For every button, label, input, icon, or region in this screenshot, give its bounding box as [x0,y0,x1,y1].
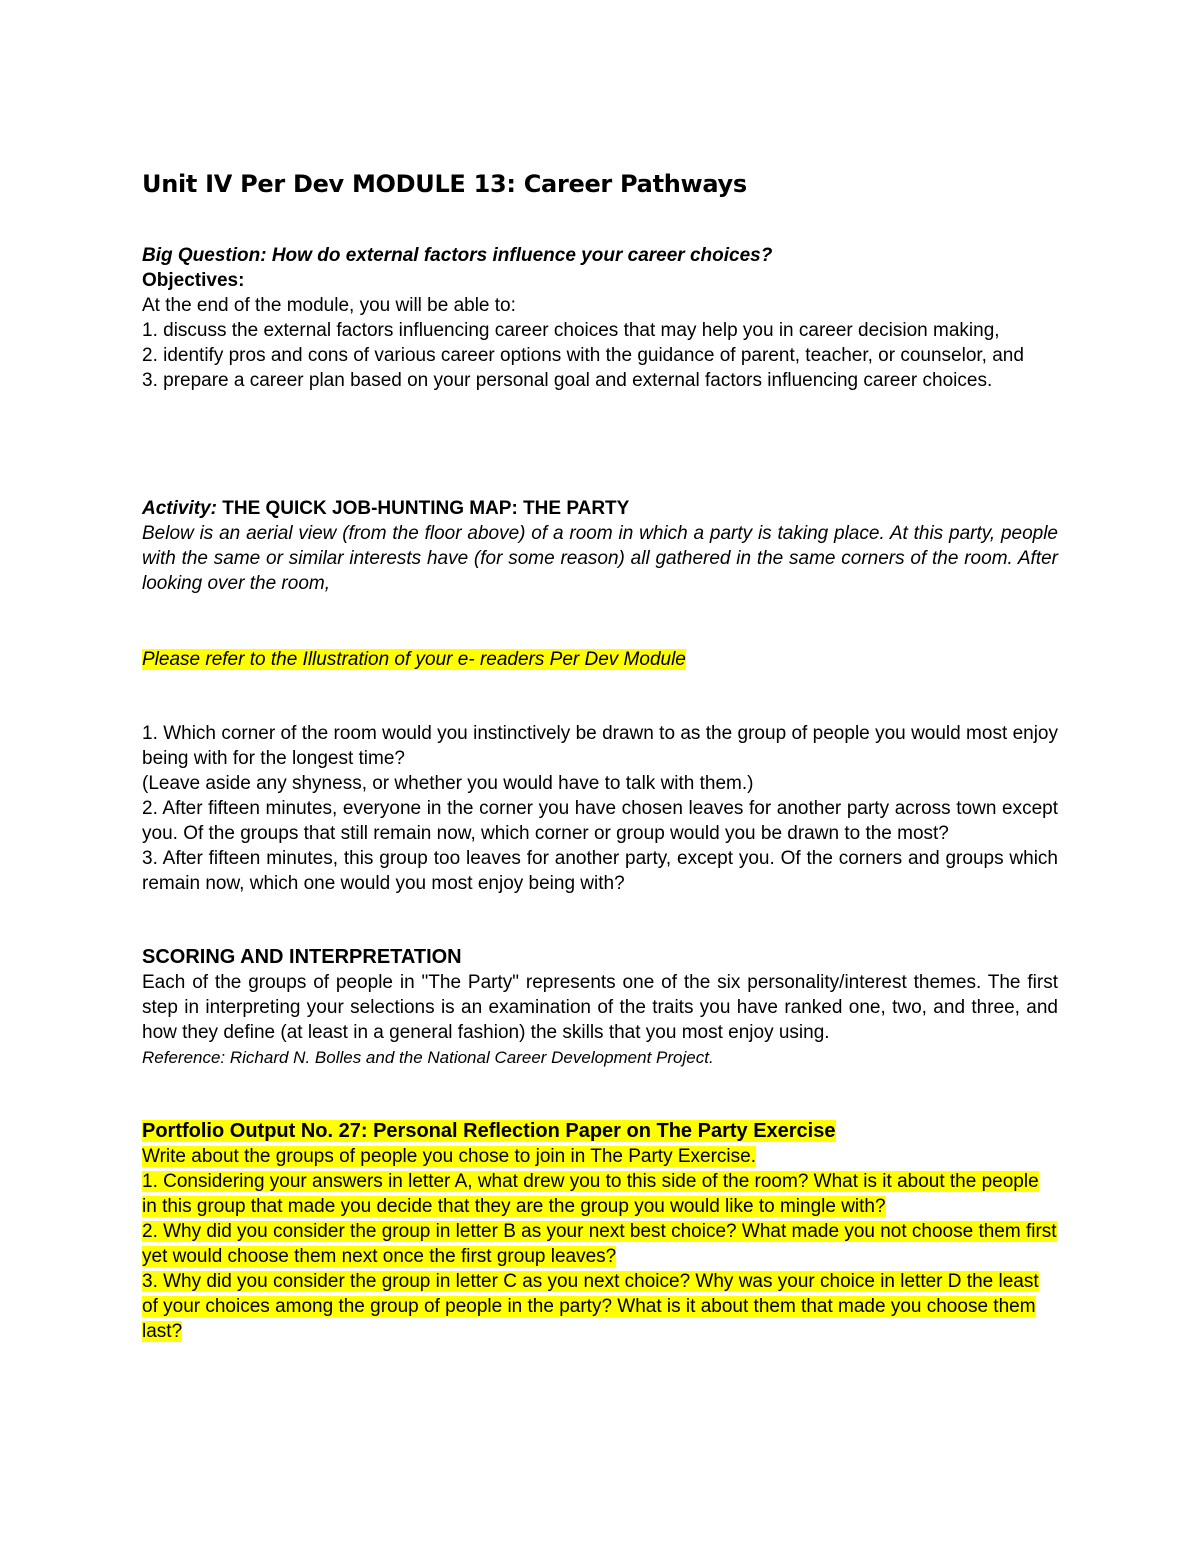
illustration-note [142,647,1058,672]
portfolio-heading-line [142,1119,1058,1144]
questions-section [142,721,1058,896]
question-item: (Leave aside any shyness, or whether you would have to talk with them.) [142,773,754,794]
big-question: Big Question: How do external factors influence your career choices? [142,245,773,266]
scoring-text: Each of the groups of people in "The Party" represents one of the six personality/interest themes. The first step in interpreting your selections is an examination of the traits you have ranked one, two, and three, and how they define (at least in a general fashion) the skills that you most enjoy using. [142,972,1058,1043]
illustration-note-text: Please refer to the Illustration of your e- readers Per Dev Module [142,649,686,670]
objectives-section [142,243,1058,393]
objective-item: 2. identify pros and cons of various career options with the guidance of parent, teacher, or counselor, and [142,345,1024,366]
portfolio-item: 3. Why did you consider the group in letter C as you next choice? Why was your choice in letter D the least of your choices among the group of people in the party? What is it about them that made you choose them last? [142,1271,1039,1342]
scoring-section [142,945,1058,1070]
scoring-reference: Reference: Richard N. Bolles and the National Career Development Project. [142,1048,714,1067]
portfolio-item: 2. Why did you consider the group in letter B as your next best choice? What made you not choose them first yet would choose them next once the first group leaves? [142,1221,1057,1267]
portfolio-heading: Portfolio Output No. 27: Personal Reflection Paper on The Party Exercise [142,1120,836,1142]
portfolio-item: 1. Considering your answers in letter A, what drew you to this side of the room? What is it about the people in this group that made you decide that they are the group you would like to mingle with? [142,1171,1039,1217]
question-item: 3. After fifteen minutes, this group too leaves for another party, except you. Of the corners and groups which remain now, which one would you most enjoy being with? [142,848,1058,894]
portfolio-item-line [142,1219,1058,1269]
objectives-intro: At the end of the module, you will be able to: [142,295,516,316]
activity-description: Below is an aerial view (from the floor above) of a room in which a party is taking place. At this party, people with the same or similar interests have (for some reason) all gathered in the same corners of the room. After looking over the room, [142,523,1058,594]
objective-item: 3. prepare a career plan based on your personal goal and external factors influencing career choices. [142,370,993,391]
portfolio-intro-line [142,1144,1058,1169]
portfolio-intro: Write about the groups of people you chose to join in The Party Exercise. [142,1146,756,1167]
objective-item: 1. discuss the external factors influencing career choices that may help you in career decision making, [142,320,1000,341]
portfolio-section [142,1119,1058,1344]
activity-section [142,496,1058,596]
portfolio-item-line [142,1169,1058,1219]
activity-heading [142,496,1058,521]
scoring-heading: SCORING AND INTERPRETATION [142,946,462,968]
activity-label: Activity: [142,498,217,519]
portfolio-item-line [142,1269,1058,1344]
objectives-heading: Objectives: [142,270,245,291]
question-item: 1. Which corner of the room would you instinctively be drawn to as the group of people you would most enjoy being with for the longest time? [142,723,1058,769]
question-item: 2. After fifteen minutes, everyone in the corner you have chosen leaves for another party across town except you. Of the groups that still remain now, which corner or group would you be drawn to the most? [142,798,1058,844]
activity-title: THE QUICK JOB-HUNTING MAP: THE PARTY [216,498,630,519]
page-title: Unit IV Per Dev MODULE 13: Career Pathways [142,170,747,198]
